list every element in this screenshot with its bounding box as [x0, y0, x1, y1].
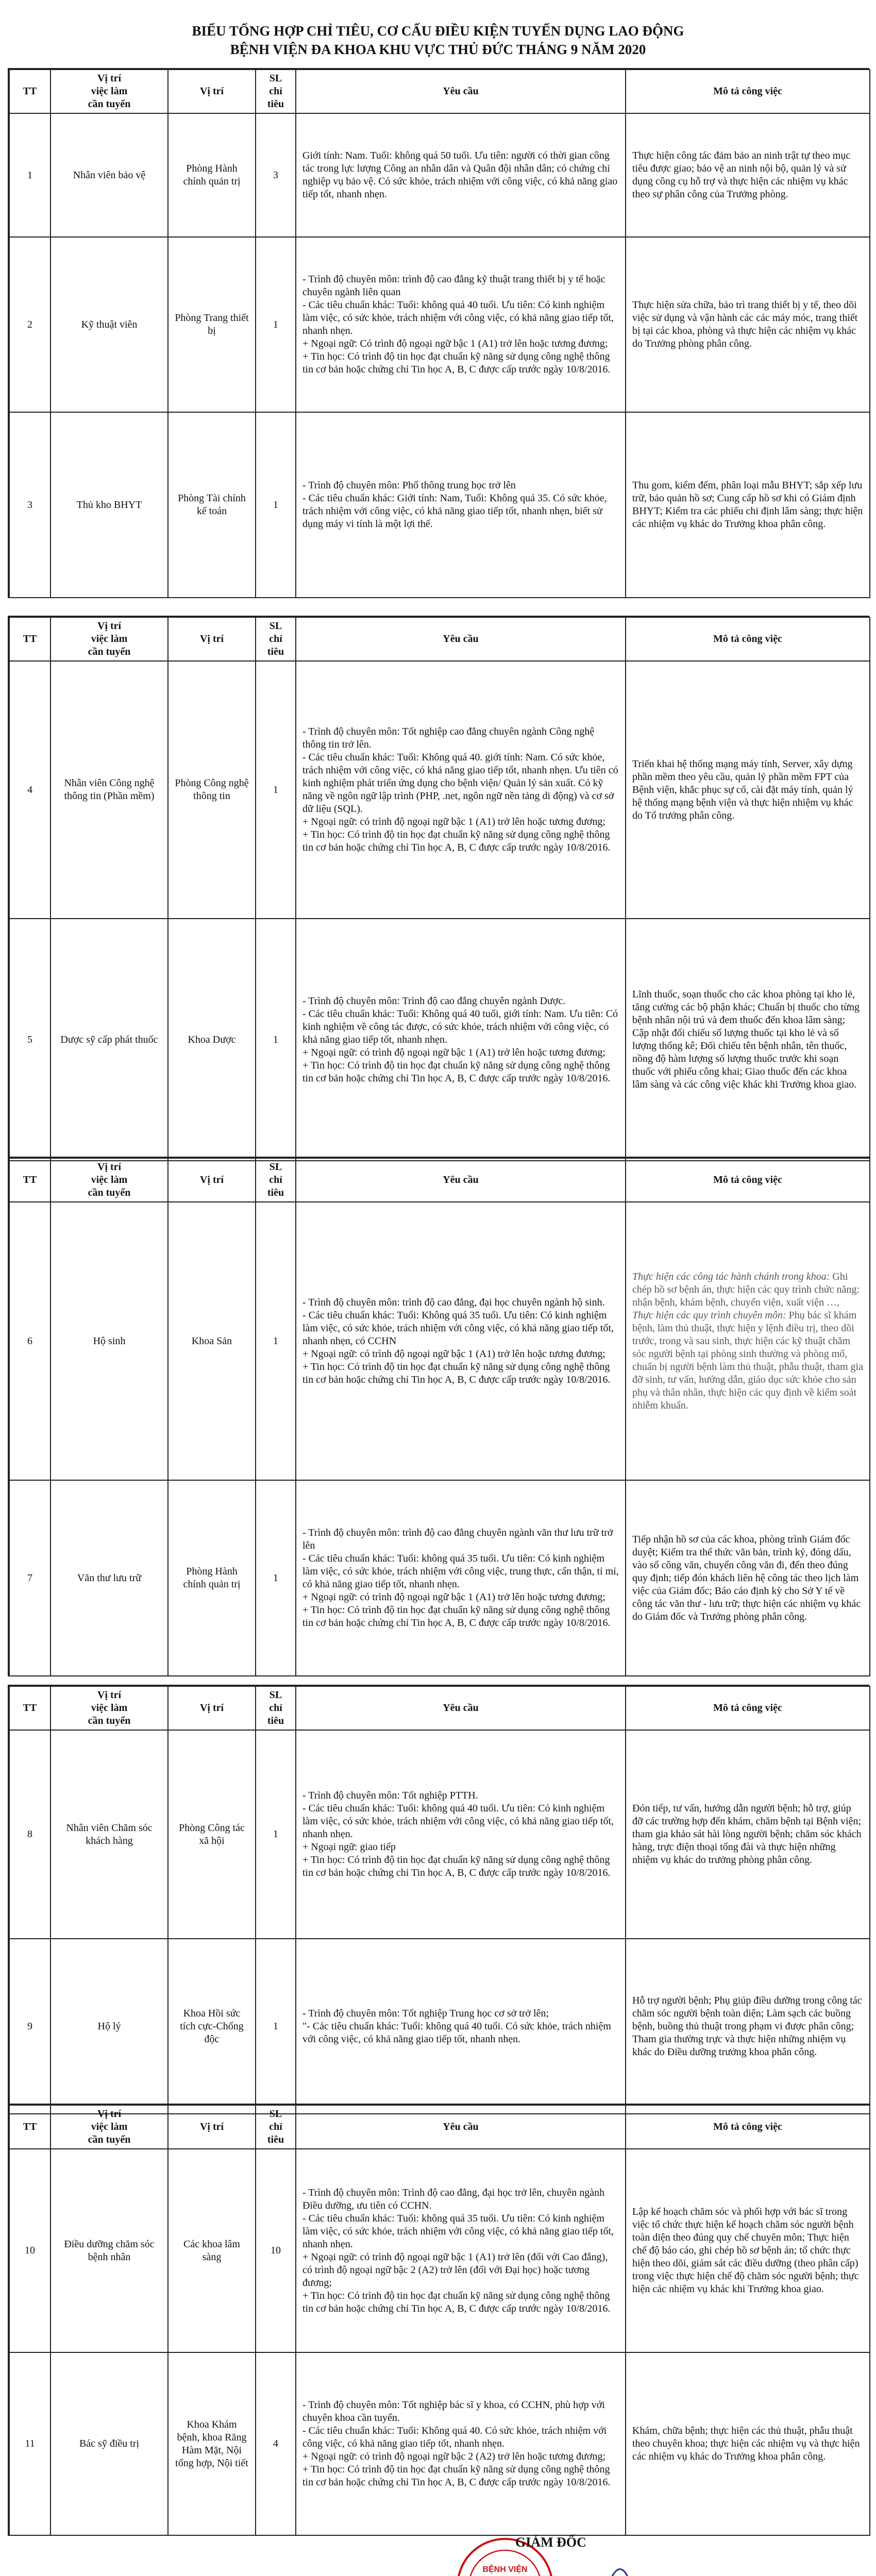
header-tt: TT: [9, 1158, 50, 1202]
row-quota: 4: [256, 2352, 296, 2535]
row-department: Khoa Hồi sức tích cực-Chống độc: [168, 1939, 256, 2114]
title-line-2: BỆNH VIỆN ĐA KHOA KHU VỰC THỦ ĐỨC THÁNG 9 NĂM 2020: [230, 42, 646, 57]
header-quota: SL chỉ tiêu: [256, 70, 296, 113]
header-description: Mô tả công việc: [626, 2105, 870, 2149]
row-requirements: - Trình độ chuyên môn: Tốt nghiệp bác sĩ y khoa, có CCHN, phù hợp với chuyên khoa cần tuyển. - Các tiêu chuẩn khác: Tuổi: Không quá 40. Có sức khỏe, trách nhiệm với công việc, có khả năng giao tiếp tốt, nhanh nhẹn. + Ngoại ngữ: có trình độ ngoại ngữ bậc 2 (A2) trở lên hoặc tương đương; + Tin học: Có trình độ tin học đạt chuẩn kỹ năng sử dụng công nghệ thông tin cơ bản hoặc chứng chỉ Tin học A, B, C được cấp trước ngày 10/8/2016.: [296, 2352, 626, 2535]
header-tt: TT: [9, 2105, 50, 2149]
row-department: Phòng Tài chính kế toán: [168, 412, 256, 598]
row-position: Hộ lý: [50, 1939, 168, 2114]
header-requirements: Yêu cầu: [296, 70, 626, 113]
table-page-1: [8, 68, 869, 598]
recruitment-table-4: [9, 1686, 870, 2114]
table-page-5: [8, 2104, 869, 2536]
header-quota: SL chỉ tiêu: [256, 617, 296, 661]
row-position: Nhân viên Chăm sóc khách hàng: [50, 1730, 168, 1939]
table-page-4: [8, 1685, 869, 2114]
row-requirements: - Trình độ chuyên môn: trình độ cao đẳng chuyên ngành văn thư lưu trữ trở lên - Các tiêu chuẩn khác: Tuổi: không quá 35 tuổi. Ưu tiên: Có kinh nghiệm làm việc, có sức khỏe, trách nhiệm với công việc, trung thực, cẩn thận, tỉ mỉ, có khả năng giao tiếp tốt, nhanh nhẹn. + Ngoại ngữ: có trình độ ngoại ngữ bậc 1 (A1) trở lên hoặc tương đương; + Tin học: Có trình độ tin học đạt chuẩn kỹ năng sử dụng công nghệ thông tin cơ bản hoặc chứng chỉ Tin học A, B, C được cấp trước ngày 10/8/2016.: [296, 1480, 626, 1676]
header-department: Vị trí: [168, 1686, 256, 1730]
row-description: Thu gom, kiểm đếm, phân loại mẫu BHYT; sắp xếp lưu trữ, bảo quản hồ sơ; Cung cấp hồ sơ khi có Giám định BHYT; Kiểm tra các phiếu chi định lâm sàng; thực hiện các nhiệm vụ khác do Trưởng khoa phân công.: [626, 412, 870, 598]
row-quota: 1: [256, 1480, 296, 1676]
row-department: Phòng Trang thiết bị: [168, 237, 256, 412]
header-quota: SL chỉ tiêu: [256, 2105, 296, 2149]
row-description: Lập kế hoạch chăm sóc và phối hợp với bác sĩ trong việc tổ chức thực hiện kế hoạch chăm sóc người bệnh toàn diện theo đúng quy chế chuyên môn; Thực hiện chế độ báo cáo, ghi chép hồ sơ bệnh án; tổ chức thực hiện theo dõi, giám sát các điều dưỡng (theo phân cấp) trong việc thực hiện chế độ chăm sóc người bệnh; thực hiện các nhiệm vụ khác khi Trưởng khoa giao.: [626, 2149, 870, 2352]
row-tt: 9: [9, 1939, 50, 2114]
header-department: Vị trí: [168, 2105, 256, 2149]
row-description: Thực hiện công tác đảm bảo an ninh trật tự theo mục tiêu được giao; bảo vệ an ninh nội bộ, quản lý và sử dụng công cụ hỗ trợ và thực hiện các nhiệm vụ khác theo sự phân công của Trưởng phòng.: [626, 113, 870, 237]
header-tt: TT: [9, 70, 50, 113]
signature-block: [453, 2530, 742, 2576]
row-tt: 3: [9, 412, 50, 598]
header-department: Vị trí: [168, 1158, 256, 1202]
row-position: Nhân viên Công nghệ thông tin (Phần mềm): [50, 661, 168, 919]
header-requirements: Yêu cầu: [296, 2105, 626, 2149]
table-row: [9, 1730, 870, 1939]
table-row: [9, 113, 870, 237]
row-quota: 1: [256, 1202, 296, 1480]
header-tt: TT: [9, 617, 50, 661]
table-page-3: [8, 1157, 869, 1676]
row-quota: 3: [256, 113, 296, 237]
header-row: [9, 617, 870, 661]
row-tt: 11: [9, 2352, 50, 2535]
row-requirements: Giới tính: Nam. Tuổi: không quá 50 tuổi. Ưu tiên: người có thời gian công tác trong lực lượng Công an nhân dân và Quân đội nhân dân; có chứng chỉ nghiệp vụ bảo vệ. Có sức khỏe, trách nhiệm với công việc, có khả năng giao tiếp tốt, nhanh nhẹn.: [296, 113, 626, 237]
header-position: Vị trí việc làm cần tuyển: [50, 2105, 168, 2149]
row-requirements: - Trình độ chuyên môn: Tốt nghiệp cao đẳng chuyên ngành Công nghệ thông tin trở lên. - Các tiêu chuẩn khác: Tuổi: Không quá 40. giới tính: Nam. Có sức khỏe, trách nhiệm với công việc, có khả năng giao tiếp tốt, nhanh nhẹn. Ưu tiên có kinh nghiệm phát triển ứng dụng cho bệnh viện/ Quản lý sản xuất. Có kỹ năng về ngôn ngữ lập trình (PHP, .net, ngôn ngữ nền tảng di động) và cơ sở dữ liệu (SQL). + Ngoại ngữ: có trình độ ngoại ngữ bậc 1 (A1) trở lên hoặc tương đương; + Tin học: Có trình độ tin học đạt chuẩn kỹ năng sử dụng công nghệ thông tin cơ bản hoặc chứng chỉ Tin học A, B, C được cấp trước ngày 10/8/2016.: [296, 661, 626, 919]
row-tt: 4: [9, 661, 50, 919]
header-quota: SL chỉ tiêu: [256, 1686, 296, 1730]
table-row: [9, 1480, 870, 1676]
row-quota: 1: [256, 1939, 296, 2114]
recruitment-table-1: [9, 69, 870, 598]
table-row: [9, 919, 870, 1161]
header-position: Vị trí việc làm cần tuyển: [50, 1158, 168, 1202]
header-position: Vị trí việc làm cần tuyển: [50, 70, 168, 113]
row-description: [626, 1202, 870, 1480]
header-description: Mô tả công việc: [626, 1686, 870, 1730]
row-position: Điều dưỡng chăm sóc bệnh nhân: [50, 2149, 168, 2352]
row-requirements: - Trình độ chuyên môn: Tốt nghiệp Trung học cơ sở trở lên; "- Các tiêu chuẩn khác: Tuổi: không quá 40 tuổi. Có sức khỏe, trách nhiệm với công việc, có khả năng giao tiếp tốt, nhanh nhẹn.: [296, 1939, 626, 2114]
header-description: Mô tả công việc: [626, 70, 870, 113]
stamp-line-1: BỆNH VIỆN: [482, 2565, 528, 2574]
table-row: [9, 2352, 870, 2535]
row-description: Thực hiện sửa chữa, bảo trì trang thiết bị y tế, theo dõi việc sử dụng và vận hành các các máy móc, trang thiết bị tại các khoa, phòng và thực hiện các nhiệm vụ khác do Trưởng phòng phân công.: [626, 237, 870, 412]
header-quota: SL chỉ tiêu: [256, 1158, 296, 1202]
header-position: Vị trí việc làm cần tuyển: [50, 617, 168, 661]
header-requirements: Yêu cầu: [296, 1158, 626, 1202]
header-department: Vị trí: [168, 70, 256, 113]
row-position: Thủ kho BHYT: [50, 412, 168, 598]
row-description: Hỗ trợ người bệnh; Phụ giúp điều dưỡng trong công tác chăm sóc người bệnh toàn diện; Làm sạch các buồng bệnh, buồng thủ thuật trong phạm vi được phân công; Tham gia thường trực và thực hiện những nhiệm vụ khác do Điều dưỡng trưởng khoa phân công.: [626, 1939, 870, 2114]
row-department: Phòng Hành chính quản trị: [168, 113, 256, 237]
document-title: [0, 22, 876, 59]
row-requirements: - Trình độ chuyên môn: trình độ cao đẳng, đại học chuyên ngành hộ sinh. - Các tiêu chuẩn khác: Tuổi: Không quá 35 tuổi. Ưu tiên: Có kinh nghiệm làm việc, có sức khỏe, trách nhiệm với công việc, có khả năng giao tiếp tốt, nhanh nhẹn, có CCHN + Ngoại ngữ: có trình độ ngoại ngữ bậc 1 (A1) trở lên hoặc tương đương; + Tin học: Có trình độ tin học đạt chuẩn kỹ năng sử dụng công nghệ thông tin cơ bản hoặc chứng chỉ Tin học A, B, C được cấp trước ngày 10/8/2016.: [296, 1202, 626, 1480]
row-quota: 10: [256, 2149, 296, 2352]
row-requirements: - Trình độ chuyên môn: Phổ thông trung học trở lên - Các tiêu chuẩn khác: Giới tính: Nam, Tuổi: Không quá 35. Có sức khỏe, trách nhiệm với công việc, có khả năng giao tiếp tốt, nhanh nhẹn, biết sử dụng máy vi tính là một lợi thế.: [296, 412, 626, 598]
row-department: Phòng Công tác xã hội: [168, 1730, 256, 1939]
recruitment-table-5: [9, 2105, 870, 2536]
row-tt: 8: [9, 1730, 50, 1939]
row-description: Triển khai hệ thống mạng máy tính, Server, xây dựng phần mềm theo yêu cầu, quản lý phần mềm FPT của Bệnh viện, khắc phục sự cố, cài đặt máy tính, quản lý hệ thống mạng bệnh viện và thực hiện nhiệm vụ khác do Tổ trưởng phân công.: [626, 661, 870, 919]
header-description: Mô tả công việc: [626, 1158, 870, 1202]
row-position: Hộ sinh: [50, 1202, 168, 1480]
row-department: Các khoa lâm sàng: [168, 2149, 256, 2352]
row-department: Khoa Sản: [168, 1202, 256, 1480]
header-requirements: Yêu cầu: [296, 617, 626, 661]
row-description: Tiếp nhận hồ sơ của các khoa, phòng trình Giám đốc duyệt; Kiểm tra thể thức văn bản, trình ký, đóng dấu, vào sổ công văn, chuyển công văn đi, đến theo đúng quy định; tiếp đón khách liên hệ công tác theo lịch làm việc của Giám đốc; Báo cáo định kỳ cho Sở Y tế về công tác văn thư - lưu trữ; thực hiện các nhiệm vụ khác do Giám đốc và Trưởng phòng phân công.: [626, 1480, 870, 1676]
row-department: Phòng Công nghệ thông tin: [168, 661, 256, 919]
row-department: Khoa Dược: [168, 919, 256, 1161]
row-tt: 10: [9, 2149, 50, 2352]
row-position: Bác sỹ điều trị: [50, 2352, 168, 2535]
row-department: Phòng Hành chính quản trị: [168, 1480, 256, 1676]
handwritten-signature-icon: [531, 2561, 685, 2576]
recruitment-table-3: [9, 1158, 870, 1676]
header-row: [9, 2105, 870, 2149]
row-requirements: - Trình độ chuyên môn: Tốt nghiệp PTTH. - Các tiêu chuẩn khác: Tuổi: không quá 40 tuổi. Ưu tiên: Có kinh nghiệm làm việc, có sức khỏe, trách nhiệm với công việc, có khả năng giao tiếp tốt, nhanh nhẹn. + Ngoại ngữ: giao tiếp + Tin học: Có trình độ tin học đạt chuẩn kỹ năng sử dụng công nghệ thông tin cơ bản hoặc chứng chỉ Tin học A, B, C được cấp trước ngày 10/8/2016.: [296, 1730, 626, 1939]
signature-title: GIÁM ĐỐC: [515, 2535, 586, 2550]
row-requirements: - Trình độ chuyên môn: Trình độ cao đẳng chuyên ngành Dược. - Các tiêu chuẩn khác: Tuổi: Không quá 40 tuổi, giới tính: Nam. Ưu tiên: Có kinh nghiệm về công tác được, có sức khỏe, trách nhiệm với công việc, có khả năng giao tiếp tốt, nhanh nhẹn. + Ngoại ngữ: có trình độ ngoại ngữ bậc 1 (A1) trở lên hoặc tương đương; + Tin học: Có trình độ tin học đạt chuẩn kỹ năng sử dụng công nghệ thông tin cơ bản hoặc chứng chỉ Tin học A, B, C được cấp trước ngày 10/8/2016.: [296, 919, 626, 1161]
row-tt: 2: [9, 237, 50, 412]
desc-pro-heading: Thực hiện các quy trình chuyên môn:: [632, 1309, 786, 1321]
row-quota: 1: [256, 919, 296, 1161]
header-row: [9, 70, 870, 113]
header-row: [9, 1158, 870, 1202]
row-tt: 7: [9, 1480, 50, 1676]
row-tt: 5: [9, 919, 50, 1161]
row-description: Khám, chữa bệnh; thực hiện các thủ thuật, phẫu thuật theo chuyên khoa; thực hiện các nhiệm vụ và thực hiện các nhiệm vụ khác do Trưởng khoa phân công.: [626, 2352, 870, 2535]
table-row: [9, 661, 870, 919]
table-row: [9, 412, 870, 598]
row-position: Dược sỹ cấp phát thuốc: [50, 919, 168, 1161]
table-row: [9, 237, 870, 412]
desc-admin-body: Ghi chép hồ sơ bệnh án, thực hiện các quy trình chức năng: nhận bệnh, khám bệnh, chuyển viện, xuất viện …,: [632, 1270, 860, 1308]
row-position: Kỹ thuật viên: [50, 237, 168, 412]
table-page-2: [8, 616, 869, 1161]
desc-admin-heading: Thực hiện các công tác hành chánh trong khoa:: [632, 1270, 830, 1282]
row-quota: 1: [256, 237, 296, 412]
row-department: Khoa Khám bệnh, khoa Răng Hàm Mặt, Nội tổng hợp, Nội tiết: [168, 2352, 256, 2535]
row-requirements: - Trình độ chuyên môn: trình độ cao đẳng kỹ thuật trang thiết bị y tế hoặc chuyên ngành liên quan - Các tiêu chuẩn khác: Tuổi: không quá 40 tuổi. Ưu tiên: Có kinh nghiệm làm việc, có sức khỏe, trách nhiệm với công việc, có khả năng giao tiếp tốt, nhanh nhẹn. + Ngoại ngữ: Có trình độ ngoại ngữ bậc 1 (A1) trở lên hoặc tương đương; + Tin học: Có trình độ tin học đạt chuẩn kỹ năng sử dụng công nghệ thông tin cơ bản hoặc chứng chỉ Tin học A, B, C được cấp trước ngày 10/8/2016.: [296, 237, 626, 412]
header-requirements: Yêu cầu: [296, 1686, 626, 1730]
row-description: Đón tiếp, tư vấn, hướng dẫn người bệnh; hỗ trợ, giúp đỡ các trường hợp đến khám, chăm bệnh tại Bệnh viện; tham gia khảo sát hài lòng người bệnh; chăm sóc khách hàng, trực điện thoại tổng đài và thực hiện những nhiệm vụ khác do trưởng phòng phân công.: [626, 1730, 870, 1939]
table-row: [9, 1202, 870, 1480]
row-position: Nhân viên bảo vệ: [50, 113, 168, 237]
row-quota: 1: [256, 412, 296, 598]
header-row: [9, 1686, 870, 1730]
row-quota: 1: [256, 661, 296, 919]
table-row: [9, 1939, 870, 2114]
header-tt: TT: [9, 1686, 50, 1730]
row-description: Lĩnh thuốc, soạn thuốc cho các khoa phòng tại kho lẻ, tăng cường các bộ phận khác; Chuẩn bị thuốc cho từng bệnh nhân nội trú và đem thuốc đến khoa lâm sàng; Cập nhật đối chiếu số lượng thuốc tại kho lẻ và số lượng thống kê; Đối chiếu tên bệnh nhân, tên thuốc, nồng độ hàm lượng số lượng thuốc trước khi soạn thuốc với phiếu công khai; Giao thuốc đến các khoa lâm sàng và các công việc khác khi Trưởng khoa giao.: [626, 919, 870, 1161]
row-tt: 6: [9, 1202, 50, 1480]
row-tt: 1: [9, 113, 50, 237]
header-position: Vị trí việc làm cần tuyển: [50, 1686, 168, 1730]
title-line-1: BIỂU TỔNG HỢP CHỈ TIÊU, CƠ CẤU ĐIỀU KIỆN TUYỂN DỤNG LAO ĐỘNG: [192, 23, 684, 39]
row-requirements: - Trình độ chuyên môn: Trình độ cao đẳng, đại học trở lên, chuyên ngành Điều dưỡng, ưu tiên có CCHN. - Các tiêu chuẩn khác: Tuổi: không quá 35 tuổi. Ưu tiên: Có kinh nghiệm làm việc, có sức khỏe, trách nhiệm với công việc, có khả năng giao tiếp tốt, nhanh nhẹn. + Ngoại ngữ: có trình độ ngoại ngữ bậc 1 (A1) trở lên (đối với Cao đẳng), có trình độ ngoại ngữ bậc 2 (A2) trở lên (đối với Đại học) hoặc tương đương; + Tin học: Có trình độ tin học đạt chuẩn kỹ năng sử dụng công nghệ thông tin cơ bản hoặc chứng chỉ Tin học A, B, C được cấp trước ngày 10/8/2016.: [296, 2149, 626, 2352]
row-quota: 1: [256, 1730, 296, 1939]
header-description: Mô tả công việc: [626, 617, 870, 661]
desc-pro-body: Phụ bác sĩ khám bệnh, làm thủ thuật, thực hiện y lệnh điều trị, theo dõi trước, trong và sau sinh, thực hiện các kỹ thuật chăm sóc người bệnh tại phòng sinh thường và phòng mổ, chuẩn bị người bệnh làm thủ thuật, phẫu thuật, tham gia đỡ sinh, tư vấn, hướng dẫn, giáo dục sức khỏe cho sản phụ và thân nhân, thực hiện các quy định về kiểm soát nhiễm khuẩn.: [632, 1309, 863, 1411]
row-position: Văn thư lưu trữ: [50, 1480, 168, 1676]
table-row: [9, 2149, 870, 2352]
header-department: Vị trí: [168, 617, 256, 661]
recruitment-table-2: [9, 617, 870, 1161]
